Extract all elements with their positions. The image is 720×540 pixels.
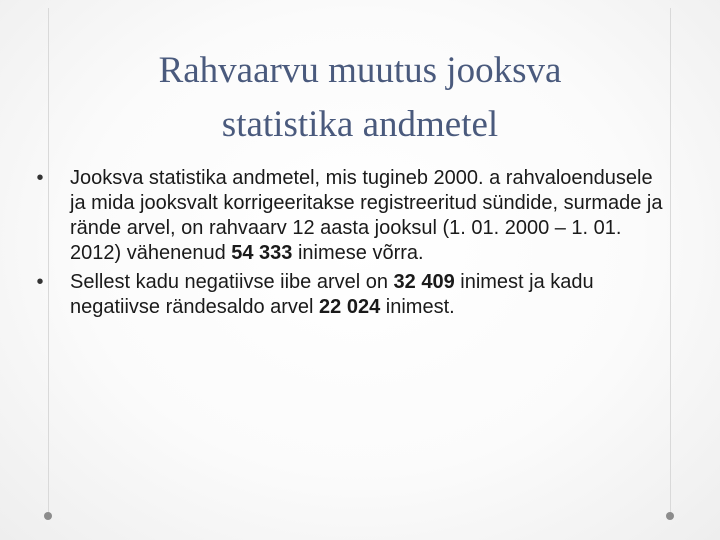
slide-title (60, 44, 660, 152)
bullet-2-number-1: 32 409 (393, 271, 455, 293)
title-line-2: statistika andmetel (221, 104, 499, 145)
bullet-2-prefix: Sellest kadu negatiivse iibe arvel on (70, 271, 394, 293)
bullet-1-suffix: inimese võrra. (292, 242, 424, 264)
bullet-item-2 (30, 270, 670, 320)
bullet-icon: • (36, 271, 44, 293)
title-line-1: Rahvaarvu muutus jooksva (158, 50, 562, 91)
bullet-icon: • (36, 167, 44, 189)
bullet-1-prefix: Jooksva statistika andmetel, mis tugineb 2000. a rahvaloendusele ja mida jooksvalt korrigeeritakse registreeritud sündide, surmade ja rände arvel, on rahvaarv 12 aasta jooksul (1. 01. 2000 – 1. 01. 2012) vähenenud (70, 167, 663, 264)
frame-dot-right (666, 512, 674, 520)
bullet-2-middle: inimest ja kadu negatiivse rändesaldo arvel (70, 271, 594, 318)
bullet-2-suffix: inimest. (380, 296, 455, 318)
bullet-1-number: 54 333 (231, 242, 293, 264)
frame-line-right (670, 8, 671, 518)
frame-dot-left (44, 512, 52, 520)
bullet-list (30, 166, 670, 324)
bullet-item-1 (30, 166, 670, 266)
bullet-2-number-2: 22 024 (319, 296, 381, 318)
